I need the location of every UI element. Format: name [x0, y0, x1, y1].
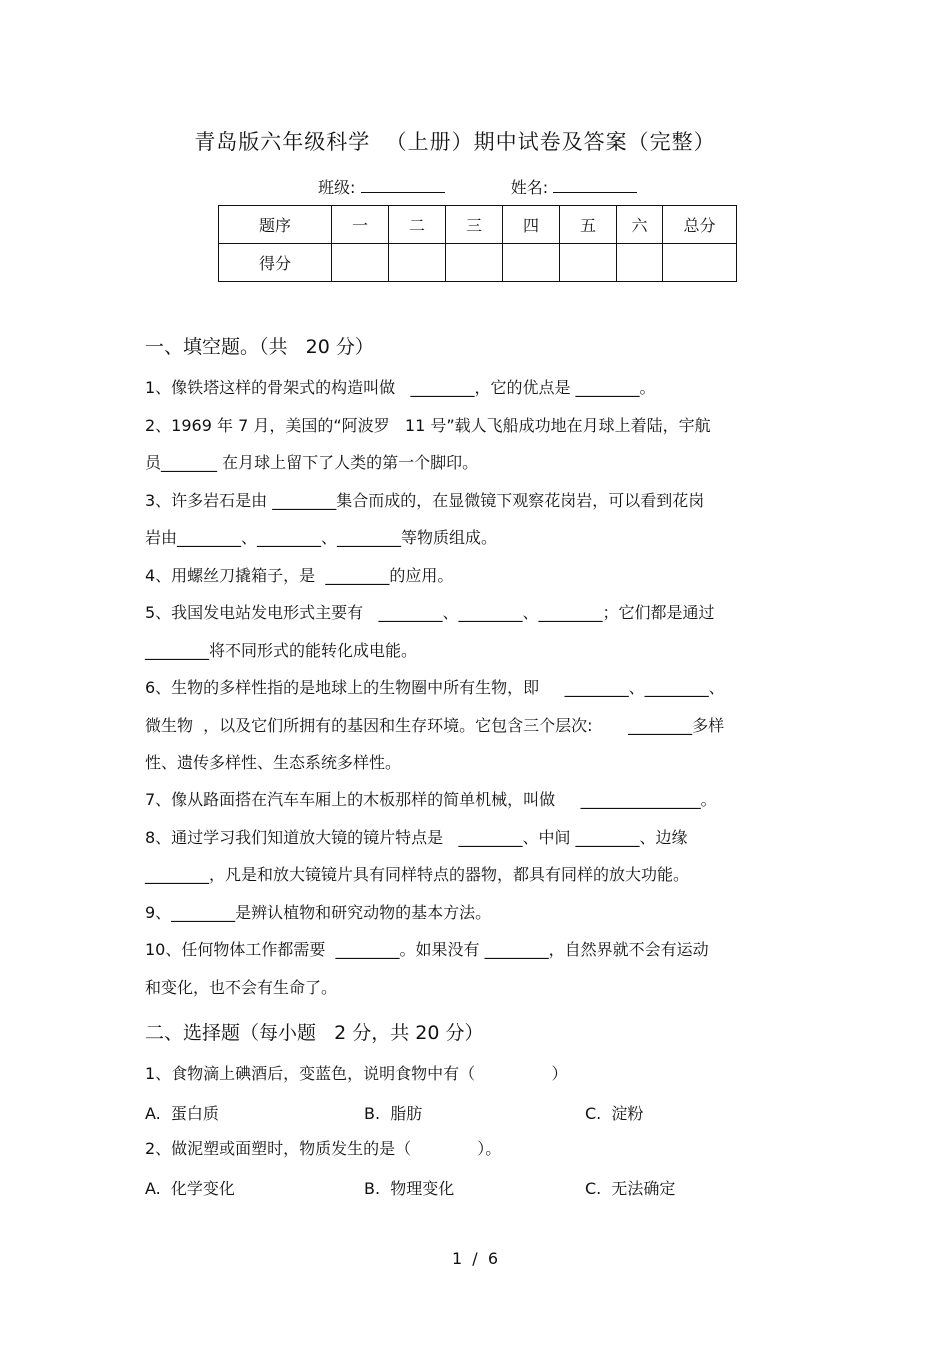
question-line: 8、通过学习我们知道放大镜的镜片特点是 ________、中间 ________、边缘: [145, 828, 688, 847]
question-line: ________，凡是和放大镜镜片具有同样特点的器物，都具有同样的放大功能。: [145, 865, 690, 884]
table-cell: 题序: [219, 206, 332, 244]
question-line: 7、像从路面搭在汽车车厢上的木板那样的简单机械，叫做 _______________。: [145, 790, 717, 809]
score-cell[interactable]: [332, 244, 389, 282]
question-line: 5、我国发电站发电形式主要有 ________、________、________；它们都是通过: [145, 603, 715, 622]
score-cell[interactable]: [389, 244, 446, 282]
question-line: 2、做泥塑或面塑时，物质发生的是（ ）。: [145, 1139, 502, 1158]
score-table-header-row: [219, 206, 737, 244]
option-c[interactable]: C. 无法确定: [585, 1179, 676, 1198]
question-line: 10、任何物体工作都需要 ________。如果没有 ________，自然界就不会有运动: [145, 940, 709, 959]
question-line: 性、遗传多样性、生态系统多样性。: [145, 753, 402, 772]
name-label: 姓名:: [510, 178, 549, 197]
class-name-line: [318, 175, 637, 198]
option-b[interactable]: B. 物理变化: [364, 1179, 455, 1198]
section-heading: 一、填空题。（共 20 分）: [145, 336, 374, 358]
table-cell: 六: [617, 206, 663, 244]
table-cell: 一: [332, 206, 389, 244]
score-cell[interactable]: [663, 244, 737, 282]
question-line: 和变化，也不会有生命了。: [145, 978, 338, 997]
score-table-score-row: [219, 244, 737, 282]
question-line: 4、用螺丝刀撬箱子，是 ________的应用。: [145, 566, 454, 585]
score-table: [218, 205, 737, 282]
question-line: 2、1969 年 7 月，美国的“阿波罗 11 号”载人飞船成功地在月球上着陆，宇航: [145, 416, 711, 435]
option-a[interactable]: A. 蛋白质: [145, 1104, 219, 1123]
option-b[interactable]: B. 脂肪: [364, 1104, 423, 1123]
table-cell: 四: [503, 206, 560, 244]
table-cell: 总分: [663, 206, 737, 244]
score-cell[interactable]: [617, 244, 663, 282]
question-line: 员_______ 在月球上留下了人类的第一个脚印。: [145, 453, 479, 472]
table-cell: 三: [446, 206, 503, 244]
score-cell[interactable]: [446, 244, 503, 282]
table-cell: 二: [389, 206, 446, 244]
option-c[interactable]: C. 淀粉: [585, 1104, 644, 1123]
score-cell[interactable]: [560, 244, 617, 282]
option-a[interactable]: A. 化学变化: [145, 1179, 235, 1198]
score-cell[interactable]: [503, 244, 560, 282]
question-line: 9、________是辨认植物和研究动物的基本方法。: [145, 903, 492, 922]
question-line: 3、许多岩石是由 ________集合而成的，在显微镜下观察花岗岩，可以看到花岗: [145, 491, 705, 510]
section-heading: 二、选择题（每小题 2 分，共 20 分）: [145, 1022, 484, 1044]
question-line: 岩由________、________、________等物质组成。: [145, 528, 498, 547]
page-number: 1 / 6: [451, 1249, 499, 1268]
class-blank[interactable]: [361, 178, 445, 193]
question-line: ________将不同形式的能转化成电能。: [145, 641, 418, 660]
class-label: 班级:: [318, 178, 356, 197]
table-cell: 五: [560, 206, 617, 244]
question-line: 1、像铁塔这样的骨架式的构造叫做 ________，它的优点是 ________。: [145, 378, 656, 397]
table-cell: 得分: [219, 244, 332, 282]
question-line: 6、生物的多样性指的是地球上的生物圈中所有生物，即 ________、________、: [145, 678, 725, 697]
question-line: 微生物 ，以及它们所拥有的基因和生存环境。它包含三个层次: ________多样: [145, 716, 725, 735]
page-title: 青岛版六年级科学 （上册）期中试卷及答案（完整）: [194, 130, 716, 154]
question-line: 1、食物滴上碘酒后，变蓝色，说明食物中有（ ）: [145, 1064, 568, 1083]
name-blank[interactable]: [553, 178, 637, 193]
